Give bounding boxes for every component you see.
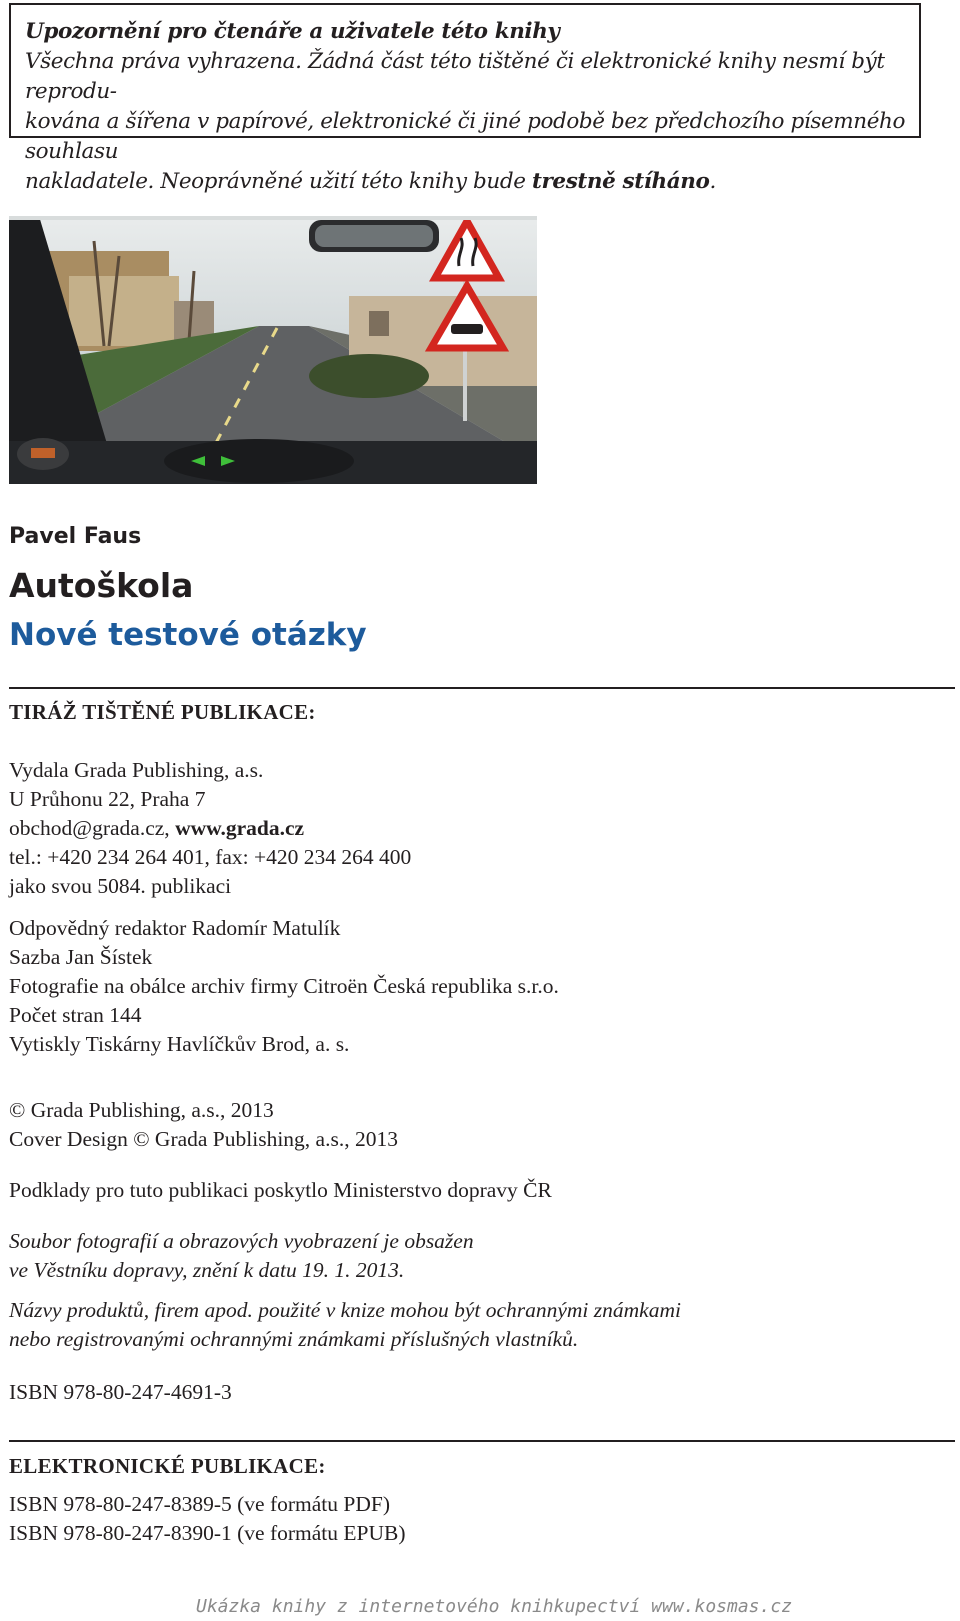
page-count: Počet stran 144 (9, 1003, 142, 1027)
print-isbn: ISBN 978-80-247-4691-3 (9, 1380, 232, 1404)
section-divider (9, 687, 955, 689)
book-subtitle: Nové testové otázky (9, 617, 367, 653)
publisher-phone: tel.: +420 234 264 401, fax: +420 234 264 400 (9, 845, 412, 869)
notice-emphasis: trestně stíháno (531, 169, 710, 194)
typesetting: Sazba Jan Šístek (9, 945, 153, 969)
copyright-notice-box (9, 3, 921, 194)
notice-line-3: nakladatele. Neoprávněné užití této knihy bude trestně stíháno. (25, 169, 716, 194)
publisher-info (9, 756, 411, 901)
publisher-address: U Průhonu 22, Praha 7 (9, 787, 206, 811)
photo-note: Soubor fotografií a obrazových vyobrazení je obsažen ve Věstníku dopravy, znění k datu 19. 1. 2013. (9, 1229, 474, 1282)
email-link[interactable]: obchod@grada.cz, (9, 816, 176, 840)
publisher-name: Vydala Grada Publishing, a.s. (9, 758, 264, 782)
footer-watermark: Ukázka knihy z internetového knihkupectví www.kosmas.cz (196, 1596, 793, 1617)
cover-photo-credit: Fotografie na obálce archiv firmy Citroën Česká republika s.r.o. (9, 974, 559, 998)
publisher-contact (9, 814, 411, 843)
electronic-edition-heading: ELEKTRONICKÉ PUBLIKACE: (9, 1454, 326, 1478)
print-edition-heading: TIRÁŽ TIŠTĚNÉ PUBLIKACE: (9, 700, 316, 724)
website-link[interactable]: www.grada.cz (175, 816, 305, 840)
publication-number: jako svou 5084. publikaci (9, 874, 232, 898)
copyright-block (9, 1096, 398, 1154)
notice-title: Upozornění pro čtenáře a uživatele této knihy (25, 19, 560, 44)
author-name: Pavel Faus (9, 524, 142, 549)
electronic-isbn (9, 1490, 406, 1548)
cover-photo (9, 216, 537, 484)
copyright: © Grada Publishing, a.s., 2013 (9, 1098, 274, 1122)
isbn-epub: ISBN 978-80-247-8390-1 (ve formátu EPUB) (9, 1521, 406, 1545)
printer: Vytiskly Tiskárny Havlíčkův Brod, a. s. (9, 1032, 350, 1056)
cover-design: Cover Design © Grada Publishing, a.s., 2013 (9, 1127, 398, 1151)
notice-line-2: kována a šířena v papírové, elektronické či jiné podobě bez předchozího písemného souhlasu (25, 109, 906, 164)
notice-line-1: Všechna práva vyhrazena. Žádná část této tištěné či elektronické knihy nesmí být reprodu- (25, 49, 885, 104)
trademark-note: Názvy produktů, firem apod. použité v knize mohou být ochrannými známkami nebo registrovanými ochrannými známkami příslušných vlastníků. (9, 1298, 681, 1351)
section-divider (9, 1440, 955, 1442)
credits (9, 914, 559, 1059)
editor: Odpovědný redaktor Radomír Matulík (9, 916, 341, 940)
book-title: Autoškola (9, 566, 194, 605)
isbn-pdf: ISBN 978-80-247-8389-5 (ve formátu PDF) (9, 1492, 390, 1516)
source-note: Podklady pro tuto publikaci poskytlo Ministerstvo dopravy ČR (9, 1178, 552, 1202)
